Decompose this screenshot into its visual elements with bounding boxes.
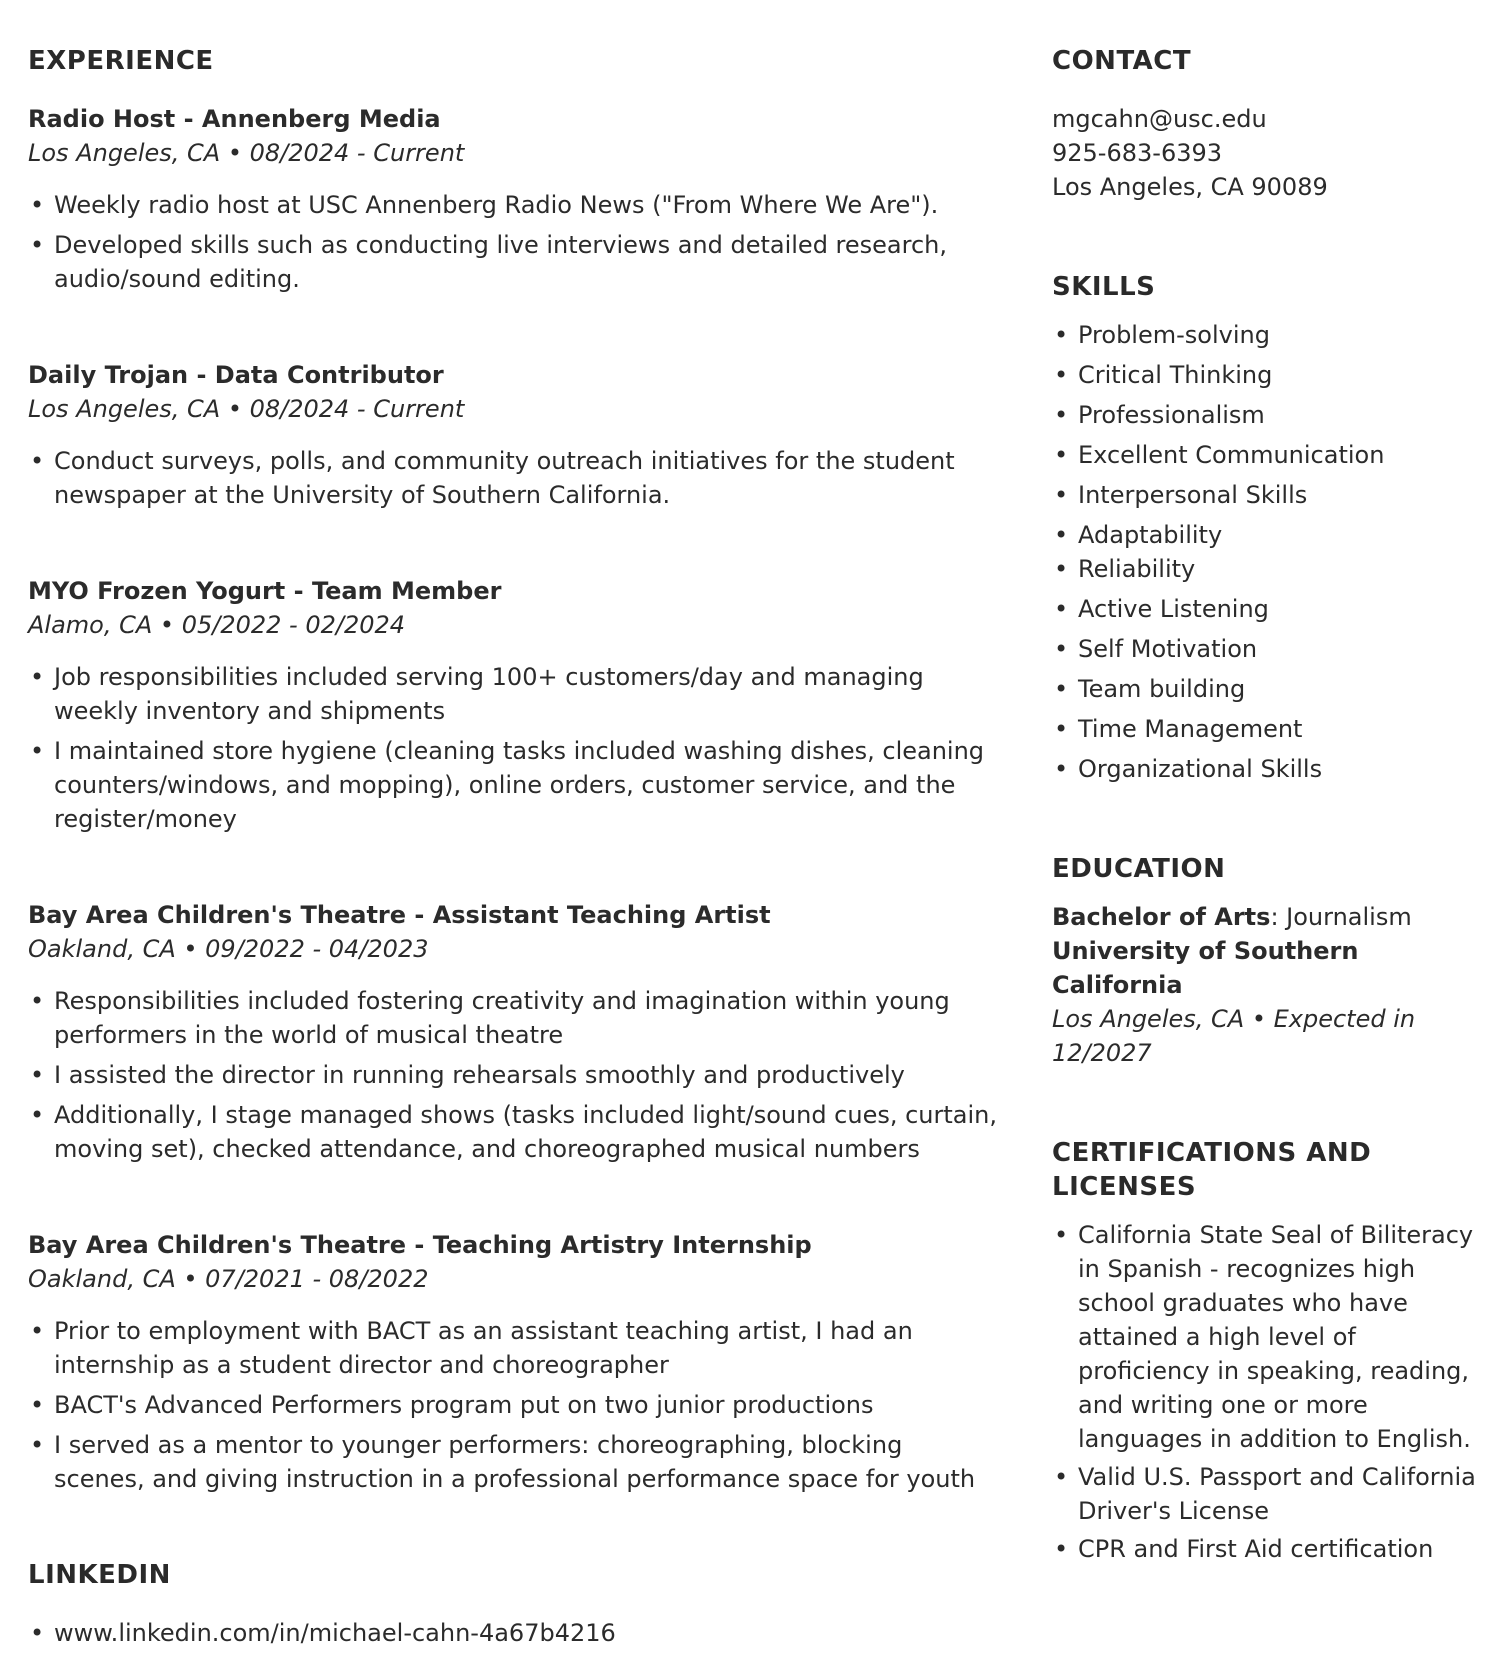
degree-line	[1052, 900, 1492, 934]
list-item: • Weekly radio host at USC Annenberg Radio News ("From Where We Are").	[28, 188, 998, 222]
job-meta: Los Angeles, CA • 08/2024 - Current	[28, 139, 465, 167]
job-title: Radio Host - Annenberg Media	[28, 105, 441, 133]
job-title: Daily Trojan - Data Contributor	[28, 361, 444, 389]
education-date: 12/2027	[1052, 1039, 1152, 1067]
job-bullets	[28, 1314, 998, 1496]
linkedin-list	[28, 1616, 998, 1650]
major: : Journalism	[1270, 903, 1412, 931]
list-item: • Additionally, I stage managed shows (tasks included light/sound cues, curtain, moving set), checked attendance, and choreographed musical numbers	[28, 1098, 998, 1166]
list-item: • Time Management	[1052, 712, 1492, 746]
list-item: • CPR and First Aid certification	[1052, 1532, 1492, 1566]
job-bullets	[28, 660, 998, 836]
list-item: • California State Seal of Biliteracy in Spanish - recognizes high school graduates who have attained a high level of proficiency in speaking, reading, and writing one or more languages in addition to English.	[1052, 1218, 1492, 1456]
list-item: • Developed skills such as conducting live interviews and detailed research, audio/sound editing.	[28, 228, 998, 296]
list-item: • Reliability	[1052, 552, 1492, 586]
list-item: • BACT's Advanced Performers program put on two junior productions	[28, 1388, 998, 1422]
list-item: • Prior to employment with BACT as an assistant teaching artist, I had an internship as a student director and choreographer	[28, 1314, 998, 1382]
contact-location: Los Angeles, CA 90089	[1052, 173, 1328, 201]
list-item: • Critical Thinking	[1052, 358, 1492, 392]
list-item: • Adaptability	[1052, 518, 1492, 552]
job-meta: Alamo, CA • 05/2022 - 02/2024	[28, 611, 406, 639]
job-entry	[28, 358, 998, 512]
list-item: • Organizational Skills	[1052, 752, 1492, 786]
list-item: • Job responsibilities included serving 100+ customers/day and managing weekly inventory and shipments	[28, 660, 998, 728]
list-item: • Excellent Communication	[1052, 438, 1492, 472]
job-title: Bay Area Children's Theatre - Assistant Teaching Artist	[28, 901, 771, 929]
list-item: • Responsibilities included fostering creativity and imagination within young performers in the world of musical theatre	[28, 984, 998, 1052]
contact-email[interactable]: mgcahn@usc.edu	[1052, 105, 1267, 133]
education-section	[1052, 852, 1492, 1070]
contact-phone[interactable]: 925-683-6393	[1052, 139, 1223, 167]
job-meta: Los Angeles, CA • 08/2024 - Current	[28, 395, 465, 423]
list-item: • Problem-solving	[1052, 318, 1492, 352]
list-item: • I served as a mentor to younger performers: choreographing, blocking scenes, and giving instruction in a professional performance space for youth	[28, 1428, 998, 1496]
job-bullets	[28, 984, 998, 1166]
job-entry	[28, 1228, 998, 1496]
skills-list	[1052, 318, 1492, 786]
skills-heading: SKILLS	[1052, 272, 1156, 302]
certifications-section	[1052, 1136, 1492, 1566]
list-item: • Interpersonal Skills	[1052, 478, 1492, 512]
job-entry	[28, 102, 998, 296]
linkedin-link[interactable]: • www.linkedin.com/in/michael-cahn-4a67b4216	[28, 1616, 998, 1650]
list-item: • Active Listening	[1052, 592, 1492, 626]
list-item: • Valid U.S. Passport and California Driver's License	[1052, 1460, 1492, 1528]
certifications-heading: CERTIFICATIONS AND LICENSES	[1052, 1138, 1372, 1202]
education-meta: Los Angeles, CA • Expected in	[1052, 1005, 1416, 1033]
list-item: • Self Motivation	[1052, 632, 1492, 666]
right-column	[1052, 44, 1492, 1632]
experience-heading: EXPERIENCE	[28, 46, 214, 76]
job-bullets	[28, 188, 998, 296]
job-entry	[28, 898, 998, 1166]
skills-section	[1052, 270, 1492, 786]
list-item: • I maintained store hygiene (cleaning tasks included washing dishes, cleaning counters/windows, and mopping), online orders, customer service, and the register/money	[28, 734, 998, 836]
left-column	[28, 44, 998, 1656]
contact-section	[1052, 44, 1492, 204]
list-item: • Professionalism	[1052, 398, 1492, 432]
linkedin-heading: LINKEDIN	[28, 1560, 171, 1590]
job-bullets	[28, 444, 998, 512]
job-meta: Oakland, CA • 09/2022 - 04/2023	[28, 935, 429, 963]
contact-heading: CONTACT	[1052, 46, 1192, 76]
list-item: • Team building	[1052, 672, 1492, 706]
school: University of Southern California	[1052, 937, 1359, 999]
job-title: MYO Frozen Yogurt - Team Member	[28, 577, 502, 605]
job-title: Bay Area Children's Theatre - Teaching Artistry Internship	[28, 1231, 812, 1259]
degree: Bachelor of Arts	[1052, 903, 1271, 931]
job-entry	[28, 574, 998, 836]
job-meta: Oakland, CA • 07/2021 - 08/2022	[28, 1265, 429, 1293]
list-item: • Conduct surveys, polls, and community outreach initiatives for the student newspaper at the University of Southern California.	[28, 444, 998, 512]
education-heading: EDUCATION	[1052, 854, 1226, 884]
list-item: • I assisted the director in running rehearsals smoothly and productively	[28, 1058, 998, 1092]
certifications-list	[1052, 1218, 1492, 1566]
